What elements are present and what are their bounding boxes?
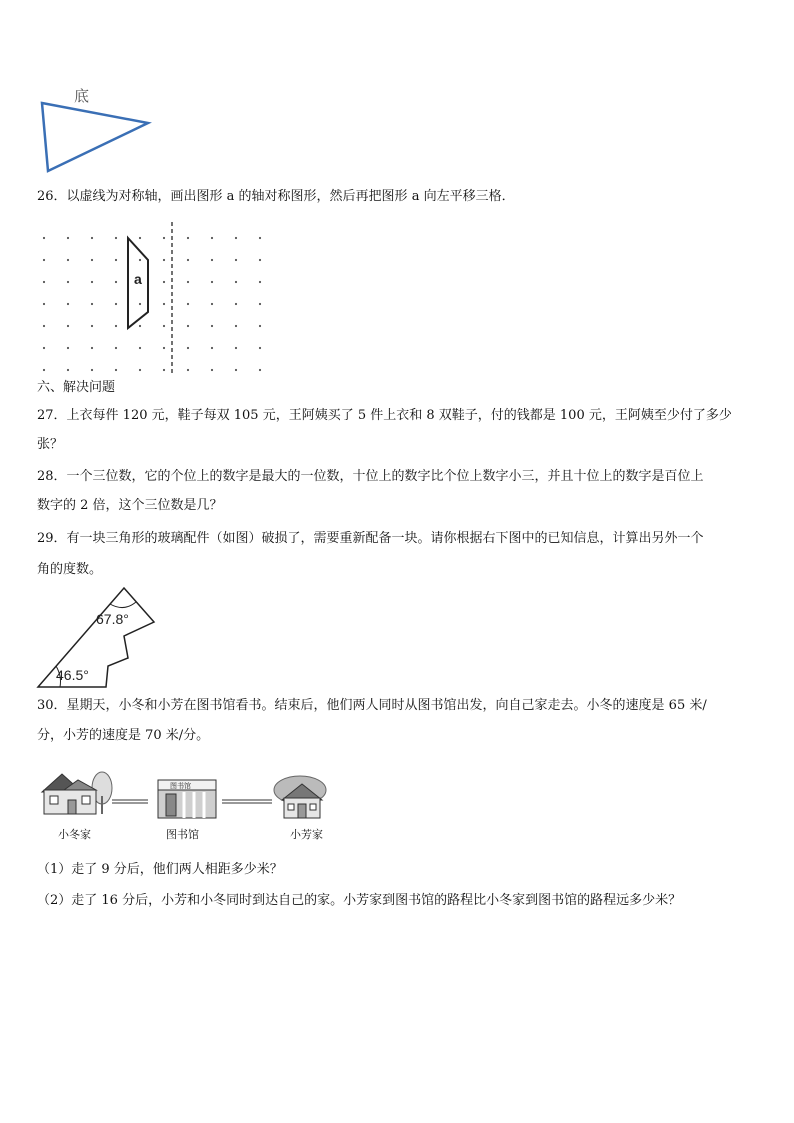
- grid-dot: [139, 325, 141, 327]
- grid-dot: [115, 259, 117, 261]
- question-29-line-1: 29．有一块三角形的玻璃配件（如图）破损了，需要重新配备一块。请你根据右下图中的已知信息，计算出另外一个: [37, 531, 704, 546]
- grid-dot: [139, 237, 141, 239]
- grid-dot: [139, 259, 141, 261]
- grid-dot: [187, 281, 189, 283]
- grid-dot: [235, 281, 237, 283]
- grid-dot: [115, 281, 117, 283]
- grid-dot: [235, 369, 237, 371]
- grid-dot: [115, 325, 117, 327]
- grid-dot: [91, 237, 93, 239]
- grid-dot: [259, 259, 261, 261]
- grid-dot: [115, 369, 117, 371]
- grid-dot: [67, 237, 69, 239]
- grid-dot: [43, 259, 45, 261]
- question-29-line-2: 角的度数。: [37, 562, 103, 577]
- shape-a-label: a: [134, 271, 142, 287]
- triangle-shape: [42, 103, 148, 171]
- grid-dot: [235, 325, 237, 327]
- grid-dot: [115, 303, 117, 305]
- angle-top-label: 67.8°: [96, 611, 129, 627]
- grid-dot: [163, 303, 165, 305]
- grid-dot: [115, 347, 117, 349]
- question-28-line-1: 28．一个三位数，它的个位上的数字是最大的一位数，十位上的数字比个位上数字小三，并且十位上的数字是百位上: [37, 469, 704, 484]
- grid-dot: [259, 303, 261, 305]
- grid-dot: [211, 237, 213, 239]
- grid-dot: [163, 369, 165, 371]
- grid-dot: [43, 303, 45, 305]
- grid-dot: [43, 325, 45, 327]
- question-27-line-1: 27．上衣每件 120 元，鞋子每双 105 元，王阿姨买了 5 件上衣和 8 双鞋子，付的钱都是 100 元，王阿姨至少付了多少: [37, 408, 732, 423]
- grid-dot: [187, 369, 189, 371]
- grid-dot: [91, 303, 93, 305]
- grid-dots: [43, 237, 261, 371]
- grid-dot: [211, 281, 213, 283]
- grid-dot: [43, 237, 45, 239]
- grid-dot: [163, 281, 165, 283]
- dot-grid-figure: [38, 222, 266, 374]
- grid-dot: [211, 369, 213, 371]
- top-angle-arc: [110, 602, 136, 608]
- grid-dot: [163, 325, 165, 327]
- grid-dot: [211, 347, 213, 349]
- grid-dot: [67, 281, 69, 283]
- question-28-line-2: 数字的 2 倍，这个三位数是几？: [37, 498, 223, 513]
- xiaofang-house-label: 小芳家: [290, 828, 323, 841]
- grid-dot: [187, 259, 189, 261]
- grid-dot: [211, 259, 213, 261]
- grid-dot: [163, 259, 165, 261]
- grid-dot: [163, 347, 165, 349]
- grid-dot: [139, 347, 141, 349]
- grid-dot: [91, 369, 93, 371]
- grid-dot: [163, 237, 165, 239]
- grid-dot: [91, 281, 93, 283]
- library-sign-text: 图书馆: [170, 783, 191, 790]
- grid-dot: [139, 369, 141, 371]
- grid-dot: [259, 369, 261, 371]
- grid-dot: [67, 325, 69, 327]
- grid-dot: [67, 303, 69, 305]
- grid-dot: [187, 237, 189, 239]
- section-6-title: 六、解决问题: [37, 380, 116, 395]
- angle-bottom-label: 46.5°: [56, 667, 89, 683]
- grid-dot: [139, 303, 141, 305]
- xiaodong-house-icon: [42, 772, 112, 814]
- grid-dot: [91, 259, 93, 261]
- question-26: 26．以虚线为对称轴，画出图形 a 的轴对称图形，然后再把图形 a 向左平移三格．: [37, 189, 515, 204]
- grid-dot: [115, 237, 117, 239]
- question-30-part-1: （1）走了 9 分后，他们两人相距多少米？: [37, 862, 283, 877]
- grid-dot: [259, 237, 261, 239]
- grid-dot: [187, 325, 189, 327]
- grid-dot: [43, 281, 45, 283]
- grid-dot: [67, 259, 69, 261]
- triangle-base-figure: [38, 85, 158, 177]
- question-27-line-2: 张？: [37, 437, 64, 452]
- grid-dot: [259, 281, 261, 283]
- grid-dot: [259, 325, 261, 327]
- grid-dot: [187, 303, 189, 305]
- grid-dot: [259, 347, 261, 349]
- question-30-line-2: 分，小芳的速度是 70 米/分。: [37, 728, 210, 743]
- grid-dot: [43, 369, 45, 371]
- broken-glass-figure: [36, 584, 160, 690]
- grid-dot: [187, 347, 189, 349]
- grid-dot: [91, 325, 93, 327]
- question-30-line-1: 30．星期天，小冬和小芳在图书馆看书。结束后，他们两人同时从图书馆出发，向自己家走去。小冬的速度是 65 米/: [37, 698, 707, 713]
- grid-dot: [235, 347, 237, 349]
- grid-dot: [67, 369, 69, 371]
- grid-dot: [235, 303, 237, 305]
- grid-dot: [43, 347, 45, 349]
- grid-dot: [211, 303, 213, 305]
- triangle-base-label: 底: [74, 88, 90, 105]
- library-label: 图书馆: [166, 828, 199, 841]
- grid-dot: [211, 325, 213, 327]
- xiaofang-house-icon: [274, 776, 326, 818]
- route-map-figure: [38, 762, 368, 824]
- grid-dot: [235, 237, 237, 239]
- grid-dot: [91, 347, 93, 349]
- question-30-part-2: （2）走了 16 分后，小芳和小冬同时到达自己的家。小芳家到图书馆的路程比小冬家到图书馆的路程远多少米？: [37, 893, 682, 908]
- xiaodong-house-label: 小冬家: [58, 828, 91, 841]
- grid-dot: [235, 259, 237, 261]
- grid-dot: [67, 347, 69, 349]
